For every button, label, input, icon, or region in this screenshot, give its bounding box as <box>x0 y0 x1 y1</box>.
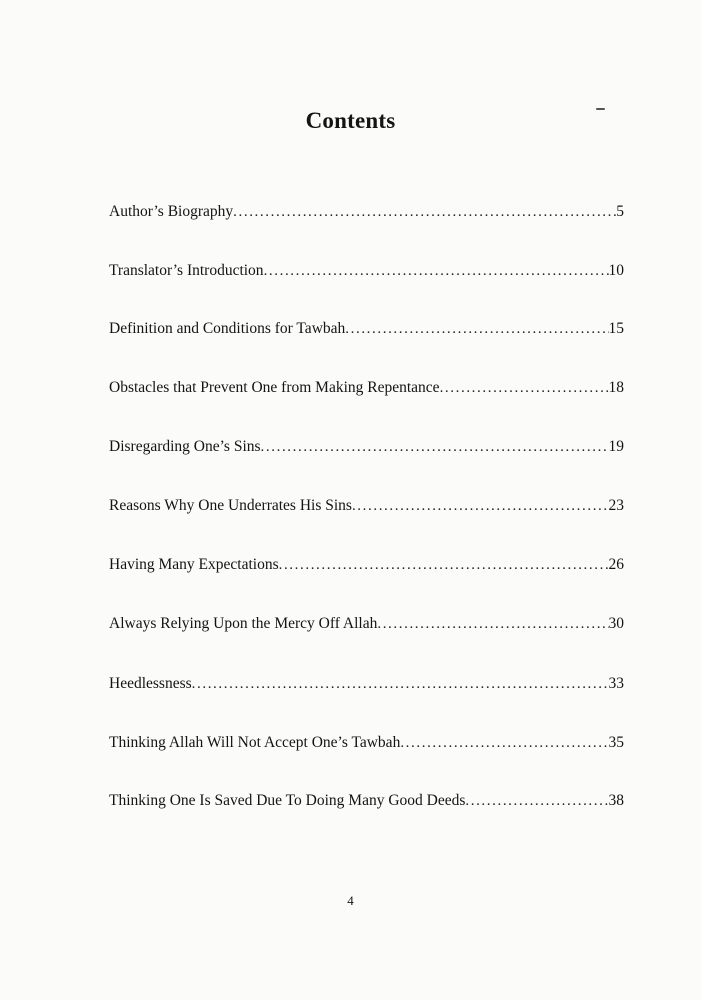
toc-entry-page: 38 <box>608 792 624 809</box>
toc-entry-page: 18 <box>608 379 624 396</box>
toc-entry-page: 33 <box>608 675 624 692</box>
toc-entry-title: Always Relying Upon the Mercy Off Allah <box>109 615 378 632</box>
toc-entry <box>109 789 624 813</box>
dot-leader <box>345 317 608 341</box>
toc-entry <box>109 200 624 224</box>
toc-entry-title: Definition and Conditions for Tawbah <box>109 320 346 337</box>
toc-entry-page: 35 <box>608 734 624 751</box>
contents-heading: Contents <box>305 108 396 133</box>
toc-entry <box>109 259 624 283</box>
toc-entry-page: 19 <box>608 438 624 455</box>
toc-entry <box>109 672 624 696</box>
toc-entry <box>109 731 624 755</box>
toc-entry-title: Reasons Why One Underrates His Sins <box>109 497 352 514</box>
toc-entry-page: 10 <box>608 262 624 279</box>
toc-entry <box>109 435 624 459</box>
dot-leader <box>192 672 609 696</box>
toc-entry-title: Heedlessness <box>109 675 192 692</box>
toc-entry <box>109 612 624 636</box>
toc-entry-page: 23 <box>608 497 624 514</box>
dot-leader <box>400 731 608 755</box>
toc-entry <box>109 494 624 518</box>
toc-entry-page: 15 <box>608 320 624 337</box>
toc-entry-title: Disregarding One’s Sins <box>109 438 261 455</box>
toc-entry-title: Thinking Allah Will Not Accept One’s Tawbah <box>109 734 401 751</box>
dot-leader <box>352 494 609 518</box>
toc-entry-page: 26 <box>608 556 624 573</box>
toc-entry-title: Translator’s Introduction <box>109 262 264 279</box>
toc-entry <box>109 553 624 577</box>
dot-leader <box>465 789 608 813</box>
toc-entry-page: 30 <box>608 615 624 632</box>
toc-entry-title: Having Many Expectations <box>109 556 279 573</box>
dot-leader <box>264 259 609 283</box>
page-number: 4 <box>347 893 354 908</box>
toc-entry-title: Obstacles that Prevent One from Making Repentance <box>109 379 440 396</box>
dot-leader <box>233 200 616 224</box>
dot-leader <box>279 553 609 577</box>
toc-entry <box>109 376 624 400</box>
dot-leader <box>261 435 609 459</box>
dot-leader <box>377 612 608 636</box>
dot-leader <box>440 376 609 400</box>
toc-entry-title: Thinking One Is Saved Due To Doing Many Good Deeds <box>109 792 466 809</box>
toc-entry-title: Author’s Biography <box>109 203 234 220</box>
toc-entry-page: 5 <box>616 203 624 220</box>
toc-entry <box>109 317 624 341</box>
